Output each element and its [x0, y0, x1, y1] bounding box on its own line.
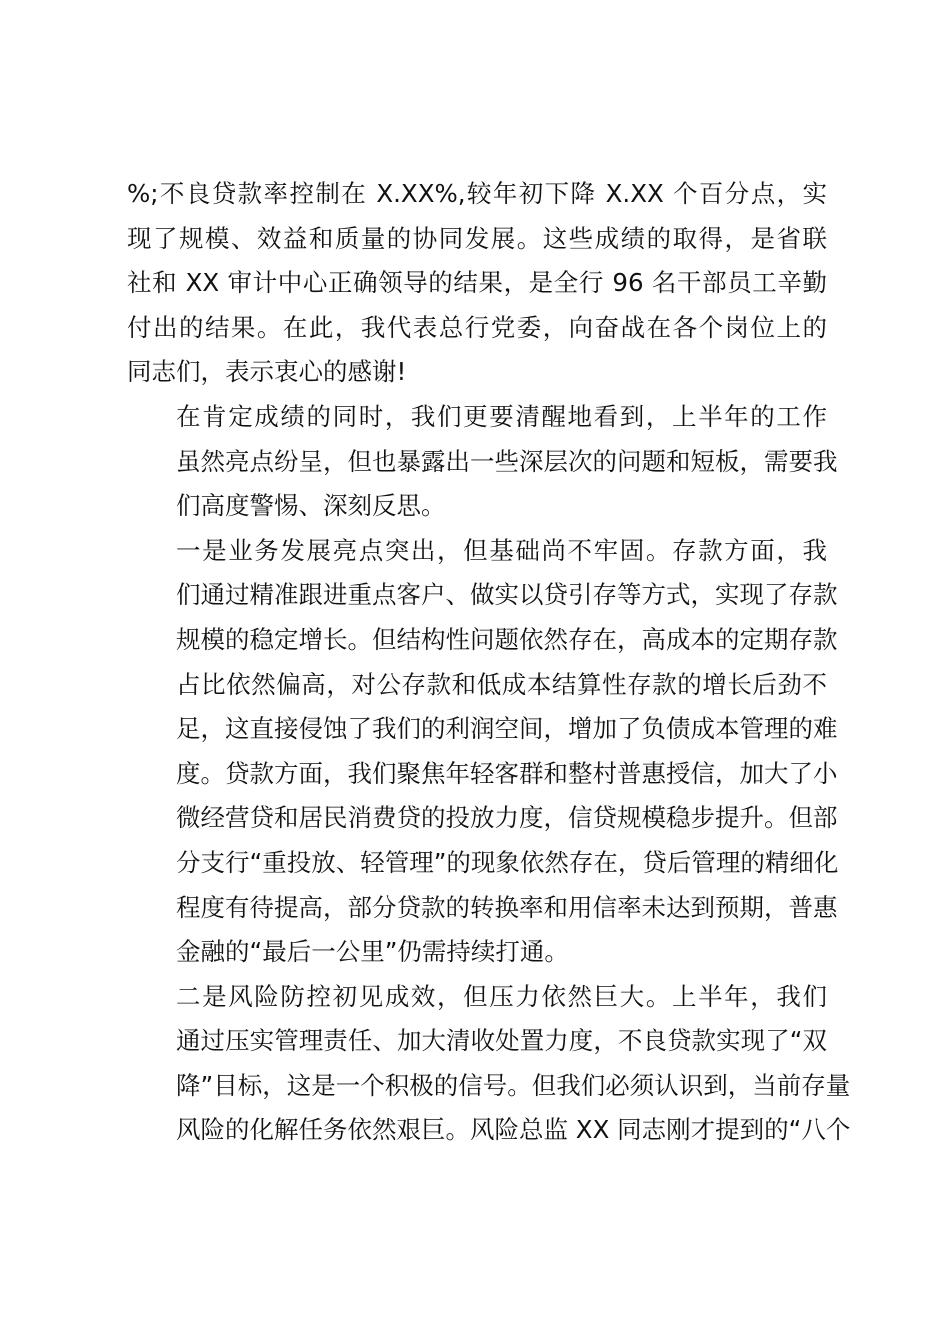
text-line: 度。贷款方面，我们聚焦年轻客群和整村普惠授信，加大了小	[176, 758, 838, 788]
text-line: %;不良贷款率控制在 X.XX%,较年初下降 X.XX 个百分点，实	[127, 179, 827, 208]
text-line: 金融的“最后一公里”仍需持续打通。	[176, 937, 569, 967]
text-line: 通过压实管理责任、加大清收处置力度，不良贷款实现了“双	[176, 1026, 827, 1056]
text-line: 足，这直接侵蚀了我们的利润空间，增加了负债成本管理的难	[176, 714, 838, 744]
text-line: 同志们，表示衷心的感谢!	[127, 357, 407, 387]
paragraph-business-development	[127, 529, 839, 975]
text-line: 一是业务发展亮点突出，但基础尚不牢固。存款方面，我	[176, 535, 827, 565]
text-line: 现了规模、效益和质量的协同发展。这些成绩的取得，是省联	[127, 223, 827, 253]
document-body	[127, 172, 851, 1153]
text-line: 风险的化解任务依然艰巨。风险总监 XX 同志刚才提到的“八个	[176, 1115, 851, 1145]
text-line: 降”目标，这是一个积极的信号。但我们必须认识到，当前存量	[176, 1070, 851, 1100]
text-line: 们高度警惕、深刻反思。	[176, 491, 446, 521]
paragraph-risk-control	[127, 975, 851, 1153]
text-line: 分支行“重投放、轻管理”的现象依然存在，贷后管理的精细化	[176, 847, 839, 877]
text-line: 微经营贷和居民消费贷的投放力度，信贷规模稳步提升。但部	[176, 803, 838, 833]
text-line: 占比依然偏高，对公存款和低成本结算性存款的增长后劲不	[176, 669, 827, 699]
text-line: 社和 XX 审计中心正确领导的结果，是全行 96 名干部员工辛勤	[127, 268, 827, 298]
text-line: 二是风险防控初见成效，但压力依然巨大。上半年，我们	[176, 981, 827, 1011]
text-line: 们通过精准跟进重点客户、做实以贷引存等方式，实现了存款	[176, 580, 838, 610]
text-line: 程度有待提高，部分贷款的转换率和用信率未达到预期，普惠	[176, 892, 838, 922]
paragraph-reflection	[127, 395, 838, 529]
text-line: 在肯定成绩的同时，我们更要清醒地看到，上半年的工作	[176, 401, 827, 431]
text-line: 虽然亮点纷呈，但也暴露出一些深层次的问题和短板，需要我	[176, 446, 838, 476]
paragraph-results	[127, 172, 827, 395]
text-line: 付出的结果。在此，我代表总行党委，向奋战在各个岗位上的	[127, 312, 827, 342]
text-line: 规模的稳定增长。但结构性问题依然存在，高成本的定期存款	[176, 624, 838, 654]
